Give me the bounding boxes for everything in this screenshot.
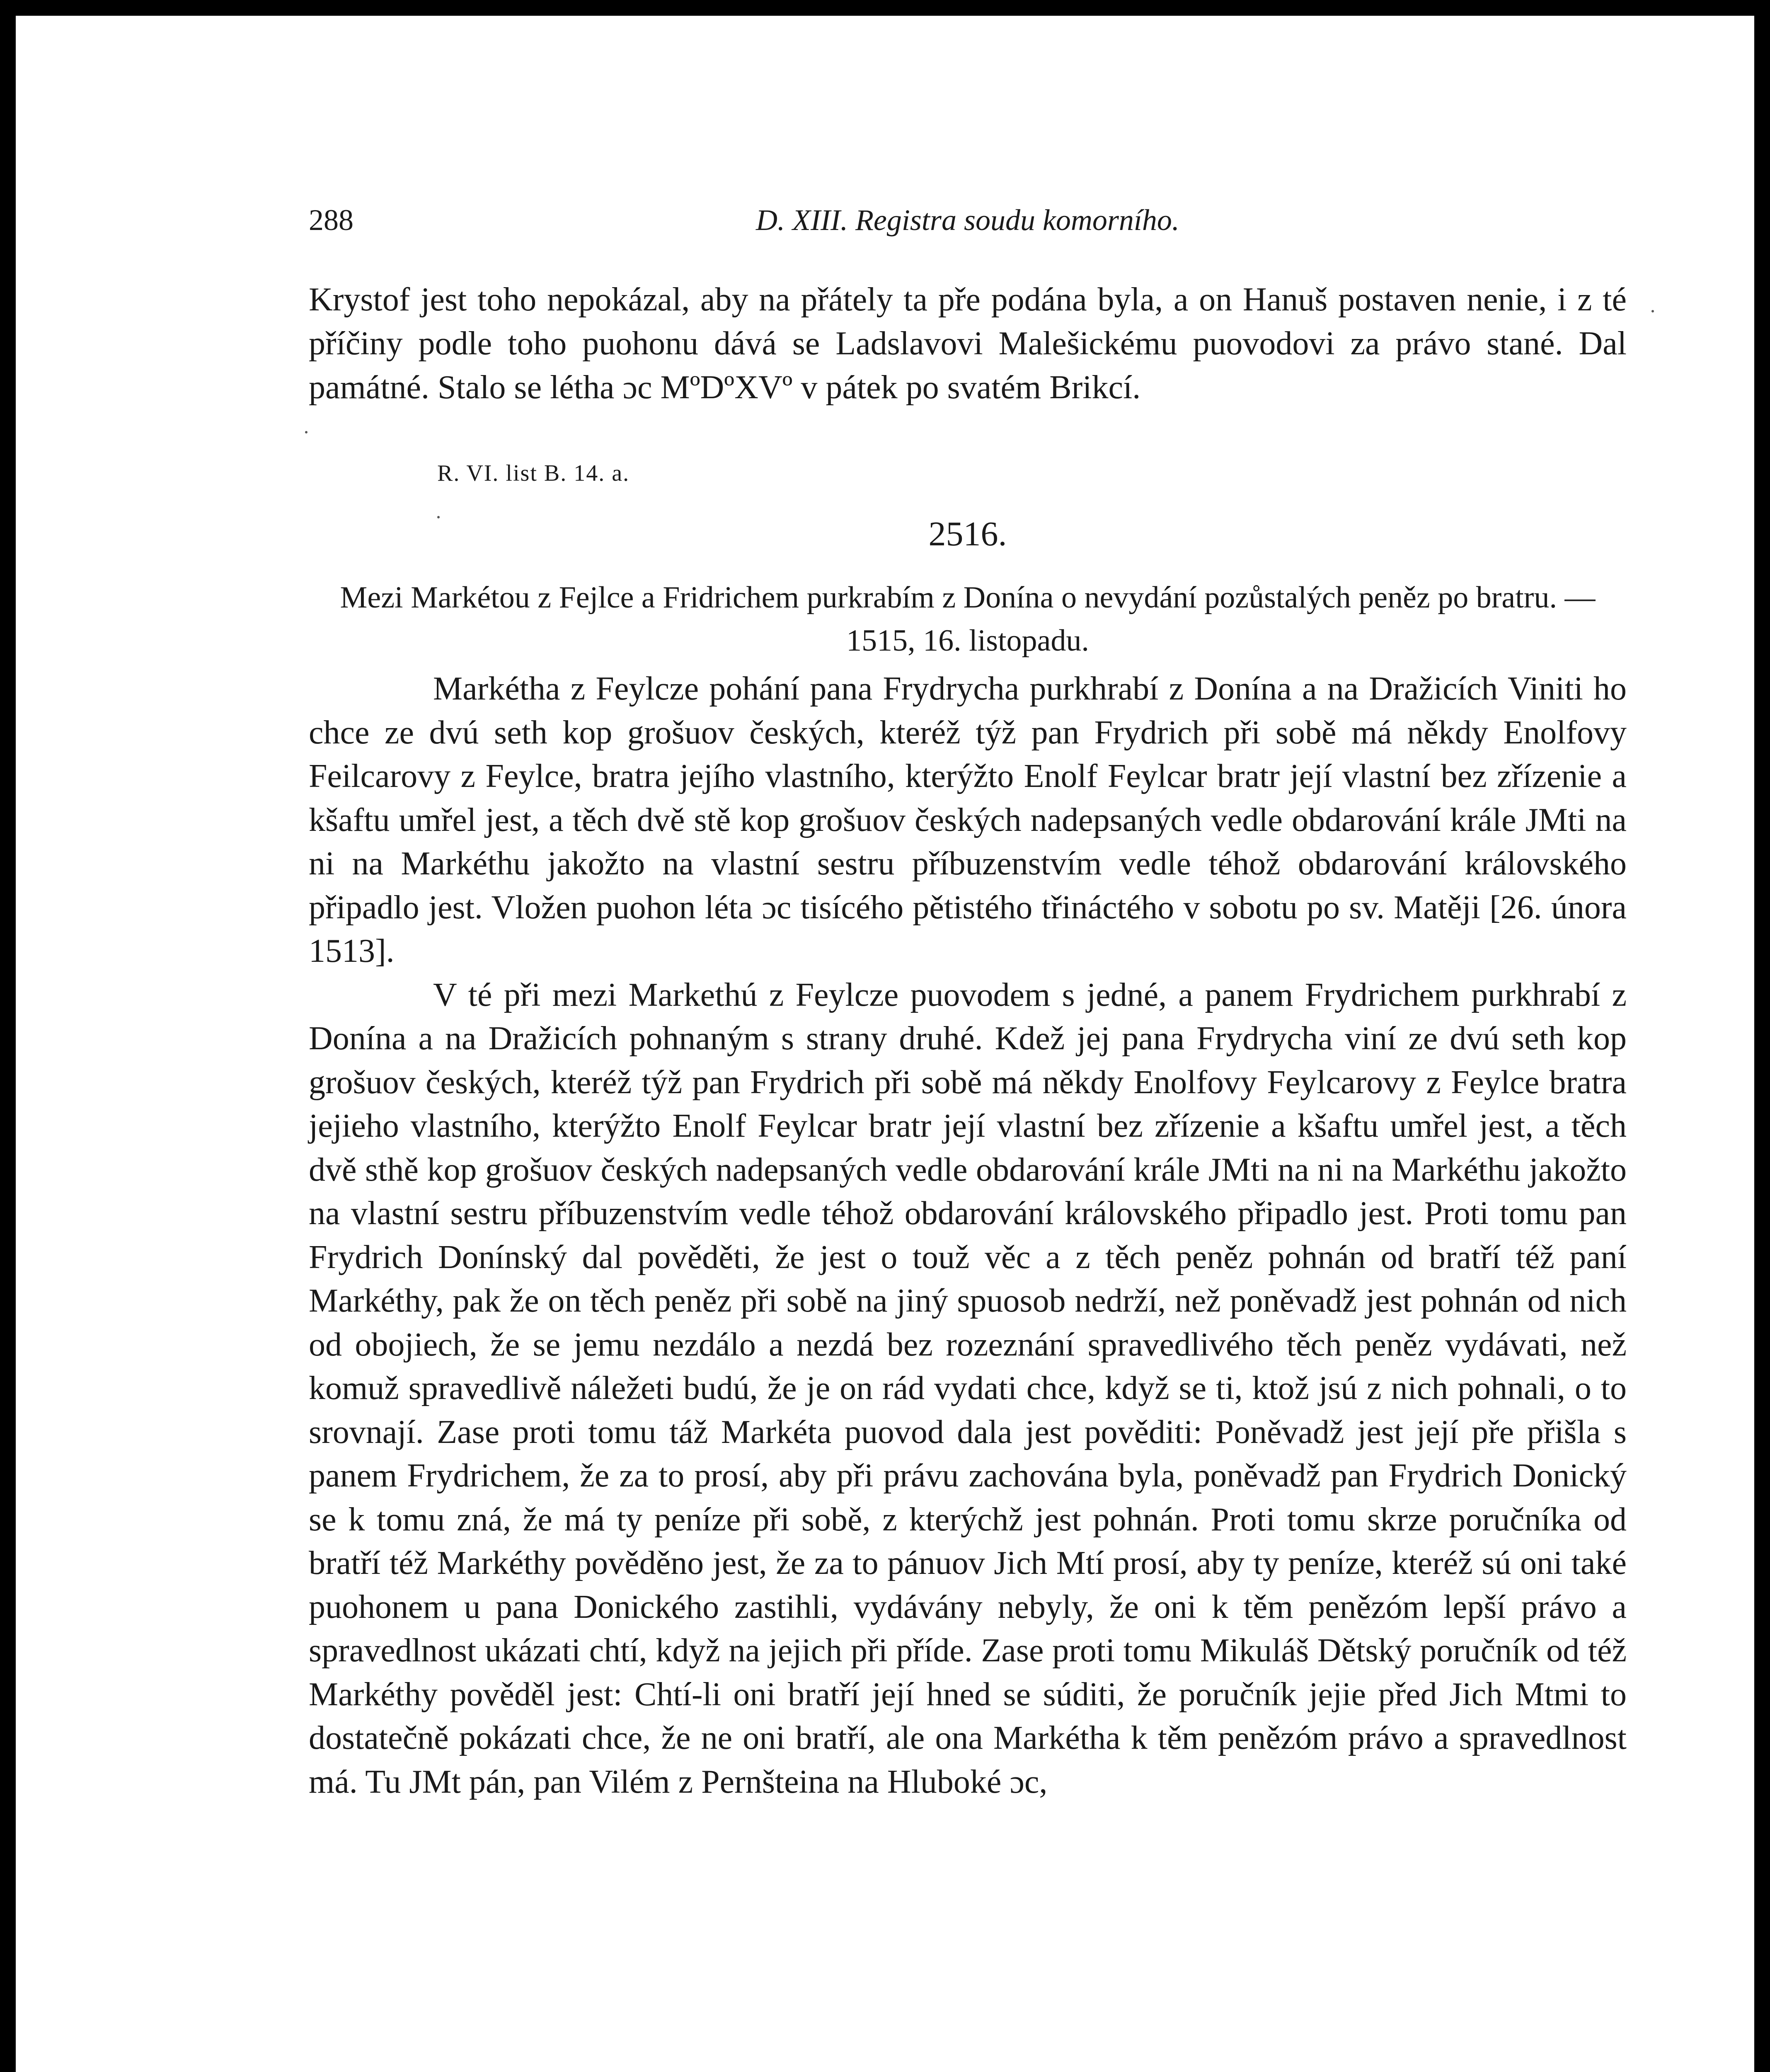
running-title: D. XIII. Registra soudu komorního. [756, 203, 1179, 237]
scan-speck [305, 431, 308, 433]
page-number: 288 [309, 203, 354, 237]
running-head [309, 203, 1627, 249]
document-summary: Mezi Markétou z Fejlce a Fridrichem purkrabím z Donína o nevydání pozůstalých peněz po bratru. — 1515, 16. listopadu. [340, 581, 1596, 658]
paragraph: Krystof jest toho nepokázal, aby na přátely ta pře podána byla, a on Hanuš postaven nenie, i z té příčiny podle toho puohonu dává se Ladslavovi Malešickému puovodovi za právo stané. Dal památné. Stalo se létha ɔc MºDºXVº v pátek po svatém Brikcí. [309, 281, 1627, 406]
source-reference: R. VI. list B. 14. a. [437, 460, 630, 486]
previous-entry-text [309, 278, 1627, 409]
paragraph: V té při mezi Markethú z Feylcze puovodem s jedné, a panem Frydrichem purkhrabí z Donína a na Dražicích pohnaným s strany druhé. Kdež jej pana Frydrycha viní ze dvú seth kop grošuov českých, kteréž týž pan Frydrich při sobě má někdy Enolfovy Feylcarovy z Feylce bratra jejieho vlastního, kterýžto Enolf Feylcar bratr její vlastní bez zřízenie a kšaftu umřel jest, a těch dvě sthě kop grošuov českých nadepsaných vedle obdarování krále JMti na ni na Markéthu jakožto na vlastní sestru příbuzenstvím vedle téhož obdarování královského připadlo jest. Proti tomu pan Frydrich Donínský dal pověděti, že jest o touž věc a z těch peněz pohnán od bratří též paní Markéthy, pak že on těch peněz při sobě na jiný spuosob nedrží, než poněvadž jest pohnán od nich od obojiech, že se jemu nezdálo a nezdá bez rozeznání spravedlivého těch peněz vydávati, než komuž spravedlivě náležeti budú, že je on rád vydati chce, když se ti, ktož jsú z nich pohnali, o to srovnají. Zase proti tomu táž Markéta puovod dala jest pověditi: Poněvadž jest její pře přišla s panem Frydrichem, že za to prosí, aby při právu zachována byla, poněvadž pan Frydrich Donický se k tomu zná, že má ty peníze při sobě, z kterýchž jest pohnán. Proti tomu skrze poručníka od bratří též Markéthy pověděno jest, že za to pánuov Jich Mtí prosí, aby ty peníze, kteréž sú oni také puohonem u pana Donického zastihli, vydávány nebyly, že oni k těm penězóm lepší právo a spravedlnost ukázati chtí, když na jejich při příde. Zase proti tomu Mikuláš Dětský poručník od též Markéthy pověděl jest: Chtí-li oni bratří její hned se súditi, že poručník jejie před Jich Mtmi to dostatečně pokázati chce, že ne oni bratří, ale ona Markétha k těm penězóm právo a spravedlnost má. Tu JMt pán, pan Vilém z Pernšteina na Hluboké ɔc, [309, 976, 1627, 1800]
document-body [309, 667, 1627, 1804]
scan-speck [1651, 310, 1654, 312]
document-number: 2516. [928, 515, 1007, 553]
paragraph: Markétha z Feylcze pohání pana Frydrycha purkhrabí z Donína a na Dražicích Viniti ho chce ze dvú seth kop grošuov českých, kteréž týž pan Frydrich při sobě má někdy Enolfovy Feilcarovy z Feylce, bratra jejího vlastního, kterýžto Enolf Feylcar bratr její vlastní bez zřízenie a kšaftu umřel jest, a těch dvě stě kop grošuov českých nadepsaných vedle obdarování krále JMti na ni na Markéthu jakožto na vlastní sestru příbuzenstvím vedle téhož obdarování královského připadlo jest. Vložen puohon léta ɔc tisícého pětistého třináctého v sobotu po sv. Matěji [26. února 1513]. [309, 670, 1627, 969]
